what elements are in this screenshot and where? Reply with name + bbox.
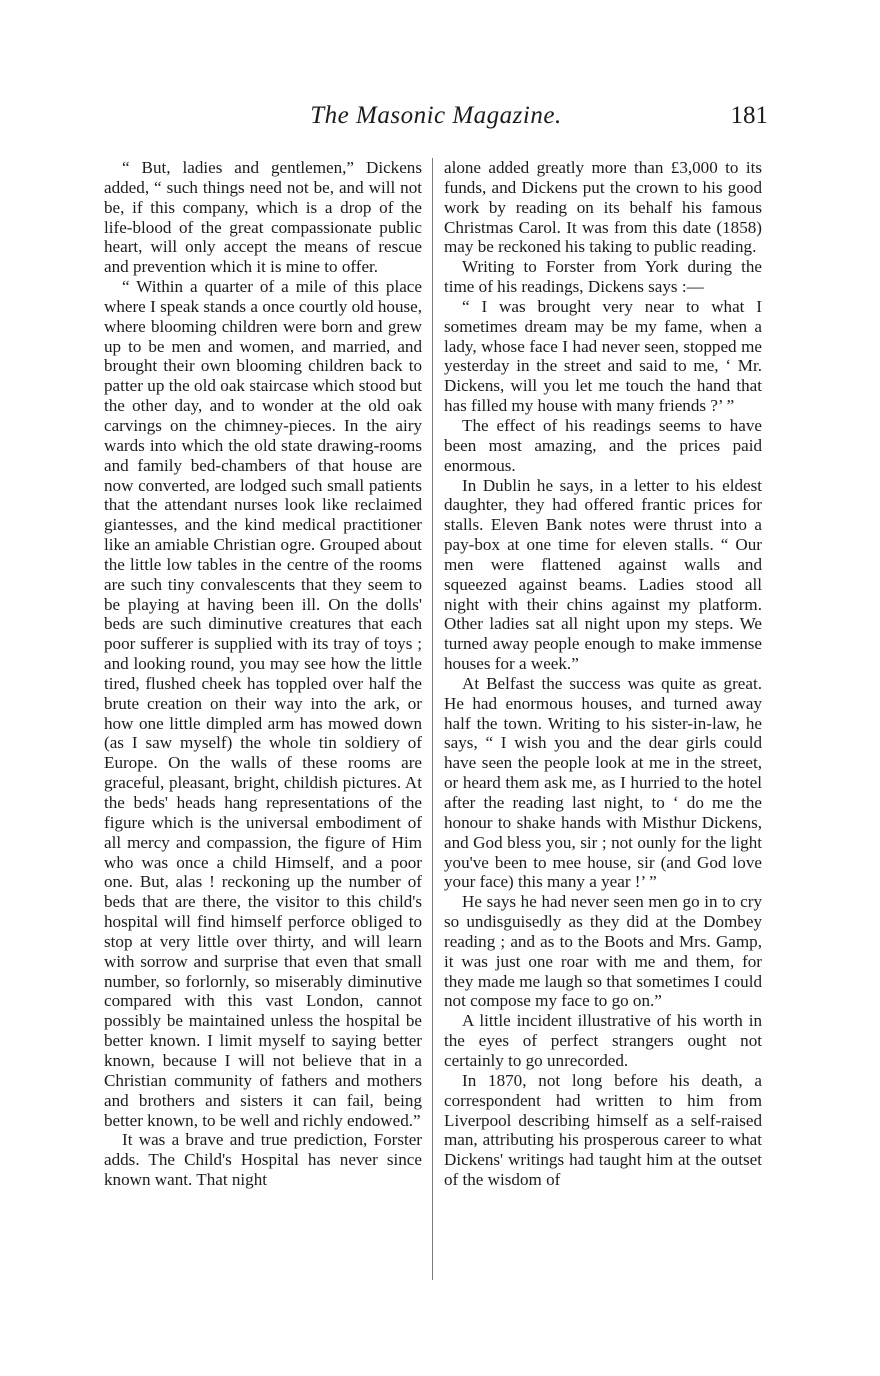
paragraph: A little incident illustrative of his worth in the eyes of perfect strangers ought not certainly to go unrecorded. xyxy=(444,1011,762,1070)
paragraph: He says he had never seen men go in to cry so undisguisedly as they did at the Dombey reading ; and as to the Boots and Mrs. Gamp, it was just one roar with me and them, for they made me laugh so that sometimes I could not compose my face to go on.” xyxy=(444,892,762,1011)
paragraph: Writing to Forster from York during the time of his readings, Dickens says :— xyxy=(444,257,762,297)
page-header xyxy=(104,100,768,140)
paragraph: In 1870, not long before his death, a correspondent had written to him from Liverpool describing himself as a self-raised man, attributing his prosperous career to what Dickens' writings had taught him at the outset of the wisdom of xyxy=(444,1070,762,1190)
paragraph: At Belfast the success was quite as great. He had enormous houses, and turned away half the town. Writing to his sister-in-law, he says, “ I wish you and the dear girls could have seen the people look at me in the street, or heard them ask me, as I hurried to the hotel after the reading last night, to ‘ do me the honour to shake hands with Misthur Dickens, and God bless you, sir ; not ounly for the light you've been to mee house, sir (and God love your face) this many a year !’ ” xyxy=(444,673,762,892)
paragraph: “ Within a quarter of a mile of this place where I speak stands a once courtly old house, where blooming children were born and grew up to be men and women, and married, and brought their own blooming children back to patter up the old oak staircase which stood but the other day, and to wonder at the old oak carvings on the chimney-pieces. In the airy wards into which the old state drawing-rooms and family bed-chambers of that house are now converted, are lodged such small patients that the attendant nurses look like reclaimed giantesses, and the kind medical practitioner like an amiable Christian ogre. Grouped about the little low tables in the centre of the rooms are such tiny convalescents that they seem to be playing at having been ill. On the dolls' beds are such diminutive creatures that each poor sufferer is supplied with its tray of toys ; and looking round, you may see how the little tired, flushed cheek has toppled over half the brute creation on their way into the ark, or how one little dimpled arm has mowed down (as I saw myself) the whole tin soldiery of Europe. On the walls of these rooms are graceful, pleasant, bright, childish pictures. At the beds' heads hang representations of the figure which is the universal embodiment of all mercy and compassion, the figure of Him who was once a child Himself, and a poor one. But, alas ! reckoning up the number of beds that are there, the visitor to this child's hospital will find himself perforce obliged to stop at very little over thirty, and will learn with sorrow and surprise that even that small number, so forlornly, so miserably diminutive compared with this vast London, cannot possibly be maintained unless the hospital be better known. I limit myself to saying better known, because I will not believe that in a Christian community of fathers and mothers and brothers and sisters it can fail, being better known, to be well and richly endowed.” xyxy=(104,277,422,1130)
paragraph: “ I was brought very near to what I sometimes dream may be my fame, when a lady, whose face I had never seen, stopped me yesterday in the street and said to me, ‘ Mr. Dickens, will you let me touch the hand that has filled my house with many friends ?’ ” xyxy=(444,296,762,416)
page-number: 181 xyxy=(730,102,768,129)
paragraph: “ But, ladies and gentlemen,” Dickens added, “ such things need not be, and will not be, if this company, which is a drop of the life-blood of the great compassionate public heart, will only accept the means of rescue and prevention which it is mine to offer. xyxy=(104,158,422,277)
column-divider xyxy=(432,158,433,1280)
running-title: The Masonic Magazine. xyxy=(310,102,562,129)
left-column xyxy=(104,158,422,1190)
paragraph: alone added greatly more than £3,000 to its funds, and Dickens put the crown to his good work by reading on its behalf his famous Christmas Carol. It was from this date (1858) may be reckoned his taking to public reading. xyxy=(444,158,762,257)
paragraph: The effect of his readings seems to have been most amazing, and the prices paid enormous. xyxy=(444,415,762,475)
paragraph: In Dublin he says, in a letter to his eldest daughter, they had offered frantic prices for stalls. Eleven Bank notes were thrust into a pay-box at one time for eleven stalls. “ Our men were flattened against walls and squeezed against beams. Ladies stood all night with their chins against my platform. Other ladies sat all night upon my steps. We turned away people enough to make immense houses for a week.” xyxy=(444,475,762,674)
paragraph: It was a brave and true prediction, Forster adds. The Child's Hospital has never since known want. That night xyxy=(104,1130,422,1190)
right-column xyxy=(444,158,762,1190)
